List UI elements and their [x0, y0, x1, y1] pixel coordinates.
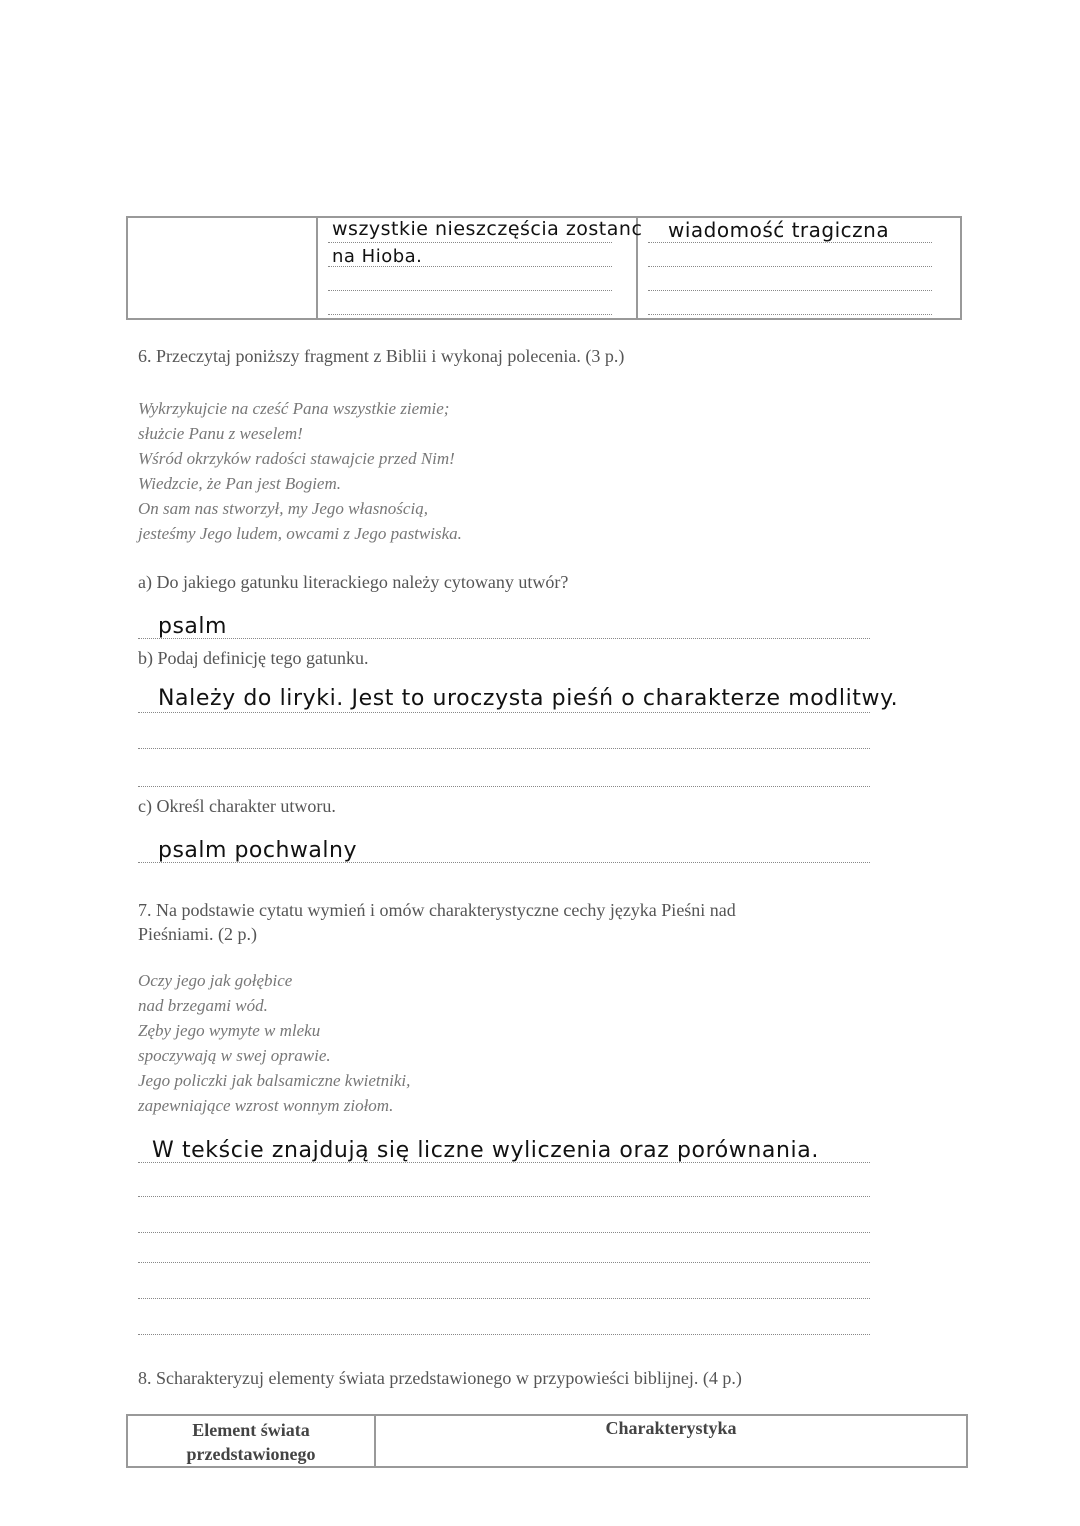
answer-line: [138, 1232, 870, 1233]
answer-line: [138, 1196, 870, 1197]
poem-line: On sam nas stworzył, my Jego własnością,: [138, 499, 428, 518]
task-7-heading: [138, 898, 736, 946]
task-6-heading: 6. Przeczytaj poniższy fragment z Biblii i wykonaj polecenia. (3 p.): [138, 346, 625, 366]
table-header-characteristics: Charakterystyka: [605, 1418, 737, 1438]
answer-a: psalm: [158, 614, 227, 639]
poem-line: Jego policzki jak balsamiczne kwietniki,: [138, 1071, 411, 1090]
answer-line: [328, 290, 612, 291]
song-of-songs-fragment: [138, 968, 410, 1118]
task-7-heading-line: Pieśniami. (2 p.): [138, 924, 257, 944]
poem-line: nad brzegami wód.: [138, 996, 268, 1015]
question-c: c) Określ charakter utworu.: [138, 796, 336, 816]
answer-line: [648, 242, 932, 243]
poem-line: Wiedzcie, że Pan jest Bogiem.: [138, 474, 342, 493]
answer-7: W tekście znajdują się liczne wyliczenia oraz porównania.: [152, 1138, 819, 1163]
table-header-element: [128, 1418, 374, 1466]
task-7-heading-line: 7. Na podstawie cytatu wymień i omów charakterystyczne cechy języka Pieśni nad: [138, 900, 736, 920]
answer-line: [648, 266, 932, 267]
question-a: a) Do jakiego gatunku literackiego należy cytowany utwór?: [138, 572, 569, 592]
answer-line: [328, 314, 612, 315]
answer-line: [138, 786, 870, 787]
answer-line: [138, 1334, 870, 1335]
answer-line: [138, 1262, 870, 1263]
answer-line: [138, 748, 870, 749]
top-table-divider-1: [316, 216, 318, 320]
poem-line: jesteśmy Jego ludem, owcami z Jego pastwiska.: [138, 524, 462, 543]
poem-line: zapewniające wzrost wonnym ziołom.: [138, 1096, 394, 1115]
answer-line: [648, 290, 932, 291]
poem-line: spoczywają w swej oprawie.: [138, 1046, 331, 1065]
answer-line: [138, 1298, 870, 1299]
handwritten-answer: na Hioba.: [332, 246, 423, 267]
answer-line: [328, 242, 612, 243]
bible-fragment: [138, 396, 462, 546]
question-b: b) Podaj definicję tego gatunku.: [138, 648, 369, 668]
handwritten-answer: wiadomość tragiczna: [668, 218, 890, 242]
answer-c: psalm pochwalny: [158, 838, 357, 863]
poem-line: Zęby jego wymyte w mleku: [138, 1021, 321, 1040]
answer-line: [138, 712, 870, 713]
poem-line: Wykrzykujcie na cześć Pana wszystkie ziemie;: [138, 399, 450, 418]
table-header-line: przedstawionego: [186, 1444, 316, 1464]
answer-line: [138, 638, 870, 639]
poem-line: Wśród okrzyków radości stawajcie przed Nim!: [138, 449, 455, 468]
poem-line: Oczy jego jak gołębice: [138, 971, 293, 990]
table-header-line: Element świata: [192, 1420, 310, 1440]
task-8-heading: 8. Scharakteryzuj elementy świata przedstawionego w przypowieści biblijnej. (4 p.): [138, 1368, 742, 1388]
answer-line: [648, 314, 932, 315]
handwritten-answer: wszystkie nieszczęścia zostanc: [332, 218, 643, 240]
poem-line: służcie Panu z weselem!: [138, 424, 303, 443]
answer-b: Należy do liryki. Jest to uroczysta pieśń o charakterze modlitwy.: [158, 686, 899, 711]
